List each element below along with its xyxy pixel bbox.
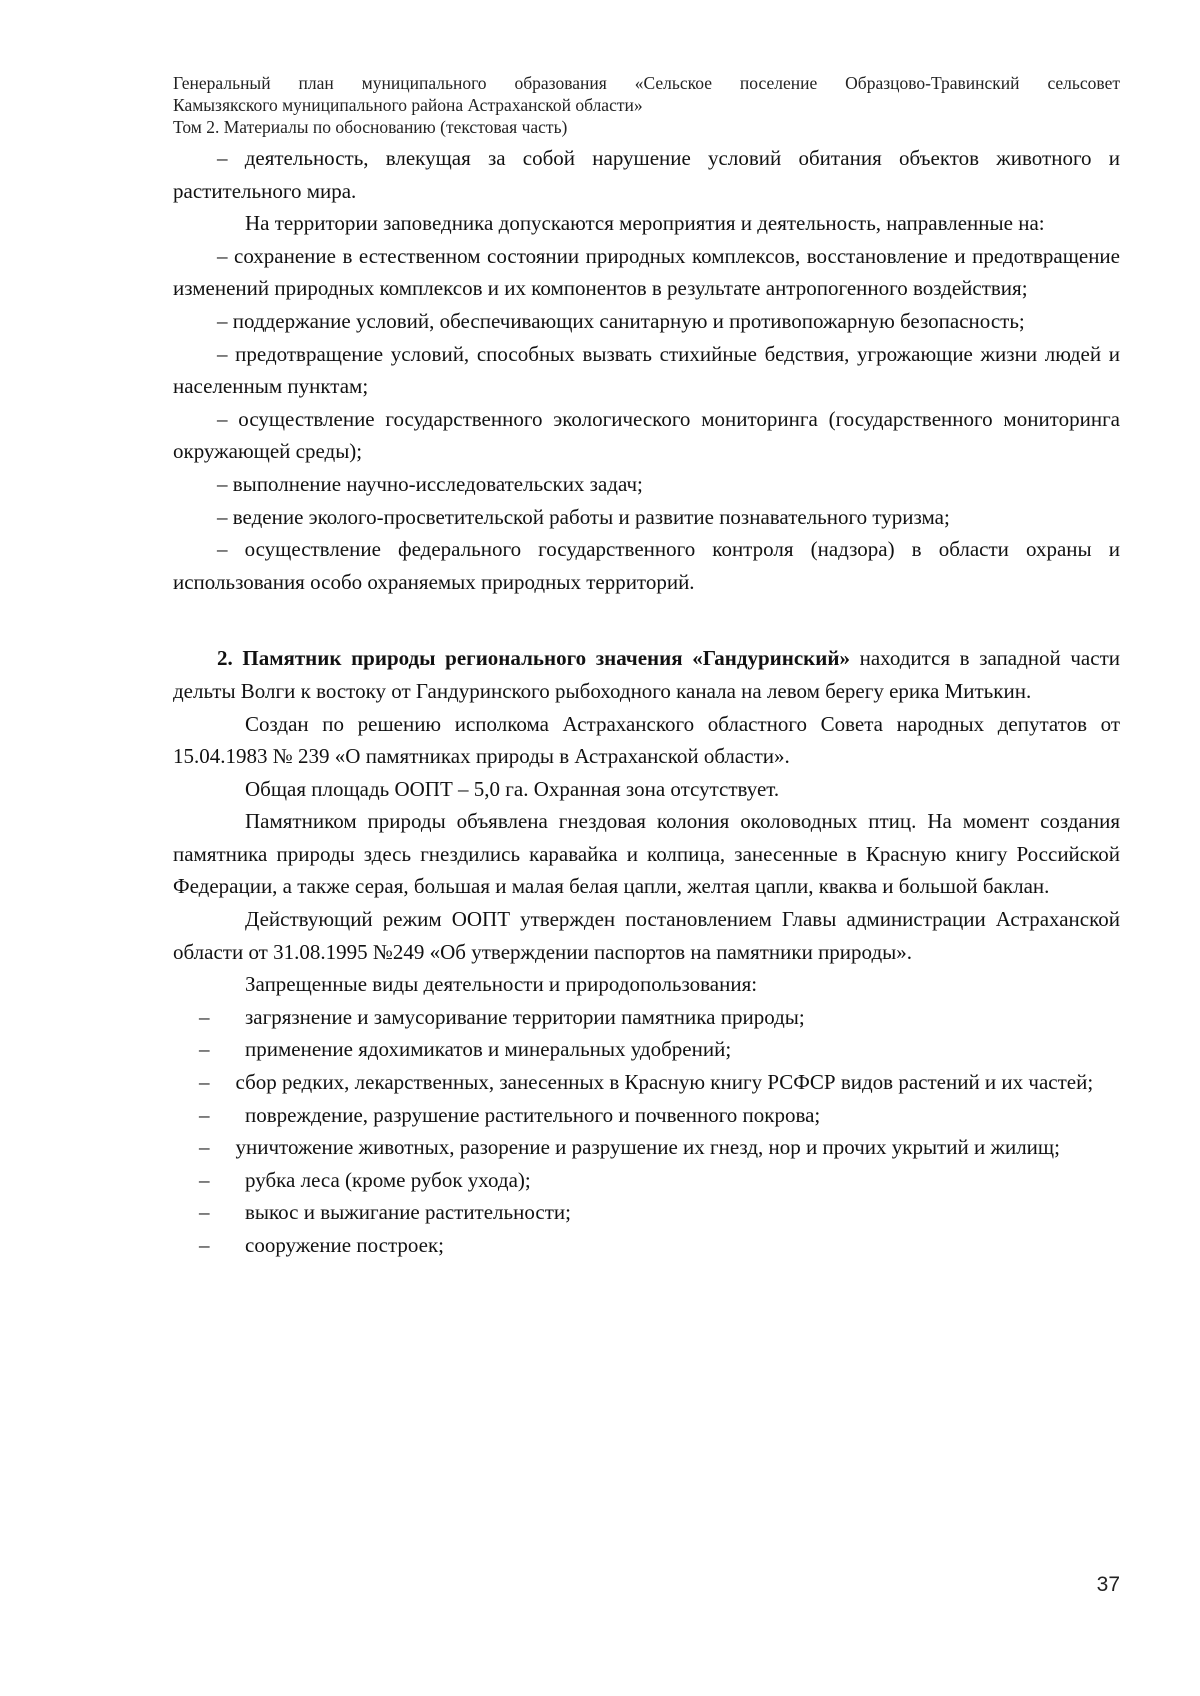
list-item bbox=[173, 1066, 1120, 1099]
page-number: 37 bbox=[1096, 1573, 1120, 1596]
dash-marker: – bbox=[199, 1167, 210, 1192]
dash-marker: – bbox=[199, 1102, 210, 1127]
document-body bbox=[173, 142, 1120, 1262]
prohibited-list bbox=[173, 1001, 1120, 1262]
running-header bbox=[173, 72, 1120, 138]
list-item: – осуществление государственного экологического мониторинга (государственного мониторинга окружающей среды); bbox=[173, 406, 1120, 464]
list-item: – осуществление федерального государственного контроля (надзора) в области охраны и использования особо охраняемых природных территорий. bbox=[173, 537, 1120, 594]
list-item-text: сбор редких, лекарственных, занесенных в Красную книгу РСФСР видов растений и их частей; bbox=[235, 1070, 1094, 1095]
list-item bbox=[173, 1099, 1120, 1132]
list-item-text: рубка леса (кроме рубок ухода); bbox=[245, 1167, 531, 1192]
header-line-2: Камызякского муниципального района Астраханской области» bbox=[173, 95, 643, 115]
list-item-text: уничтожение животных, разорение и разрушение их гнезд, нор и прочих укрытий и жилищ; bbox=[235, 1135, 1060, 1160]
list-item-text: выкос и выжигание растительности; bbox=[245, 1200, 571, 1225]
list-item bbox=[173, 1196, 1120, 1229]
list-item bbox=[173, 1164, 1120, 1197]
list-item: – деятельность, влекущая за собой нарушение условий обитания объектов животного и растительного мира. bbox=[173, 146, 1120, 203]
dash-marker: – bbox=[199, 1037, 210, 1062]
list-item-text: повреждение, разрушение растительного и почвенного покрова; bbox=[245, 1102, 821, 1127]
list-item bbox=[173, 1033, 1120, 1066]
list-item-text: применение ядохимикатов и минеральных удобрений; bbox=[245, 1037, 732, 1062]
list-item bbox=[173, 1229, 1120, 1262]
list-item bbox=[173, 1131, 1120, 1164]
paragraph-prohibited-intro: Запрещенные виды деятельности и природопользования: bbox=[245, 972, 758, 997]
paragraph-area: Общая площадь ООПТ – 5,0 га. Охранная зона отсутствует. bbox=[245, 776, 780, 801]
dash-marker: – bbox=[199, 1200, 210, 1225]
section-spacer bbox=[173, 598, 1120, 642]
section-heading-paragraph bbox=[173, 642, 1120, 707]
list-item: – предотвращение условий, способных вызвать стихийные бедствия, угрожающие жизни людей и населенным пунктам; bbox=[173, 341, 1120, 399]
list-item: – поддержание условий, обеспечивающих санитарную и противопожарную безопасность; bbox=[217, 308, 1025, 333]
dash-marker: – bbox=[199, 1004, 210, 1029]
dash-marker: – bbox=[199, 1233, 210, 1257]
dash-marker: – bbox=[199, 1135, 210, 1160]
list-item: – ведение эколого-просветительской работы и развитие познавательного туризма; bbox=[217, 504, 950, 529]
paragraph-allowed-intro: На территории заповедника допускаются мероприятия и деятельность, направленные на: bbox=[245, 211, 1045, 236]
section-heading-rest: находится в западной части дельты Волги к востоку от Гандуринского рыбоходного канала на левом берегу ерика Митькин. bbox=[173, 646, 1120, 703]
paragraph-colony: Памятником природы объявлена гнездовая колония околоводных птиц. На момент создания памятника природы здесь гнездились каравайка и колпица, занесенные в Красную книгу Российской Федерации, а также серая, большая и малая белая цапли, желтая цапли, кваква и большой баклан. bbox=[173, 809, 1120, 899]
list-item bbox=[173, 1001, 1120, 1034]
header-line-3: Том 2. Материалы по обоснованию (текстовая часть) bbox=[173, 117, 568, 137]
list-item: – сохранение в естественном состоянии природных комплексов, восстановление и предотвращение изменений природных комплексов и их компонентов в результате антропогенного воздействия; bbox=[173, 243, 1120, 301]
paragraph-regime: Действующий режим ООПТ утвержден постановлением Главы администрации Астраханской области от 31.08.1995 №249 «Об утверждении паспортов на памятники природы». bbox=[173, 907, 1120, 964]
paragraph-created: Создан по решению исполкома Астраханского областного Совета народных депутатов от 15.04.1983 № 239 «О памятниках природы в Астраханской области». bbox=[173, 711, 1120, 769]
list-item-text: загрязнение и замусоривание территории памятника природы; bbox=[245, 1004, 805, 1029]
list-item-text: сооружение построек; bbox=[245, 1233, 444, 1257]
header-line-1: Генеральный план муниципального образования «Сельское поселение Образцово-Травинский сельсовет bbox=[173, 73, 1120, 93]
dash-marker: – bbox=[199, 1070, 210, 1095]
section-heading: 2. Памятник природы регионального значения «Гандуринский» bbox=[217, 646, 850, 671]
list-item: – выполнение научно-исследовательских задач; bbox=[217, 471, 643, 496]
